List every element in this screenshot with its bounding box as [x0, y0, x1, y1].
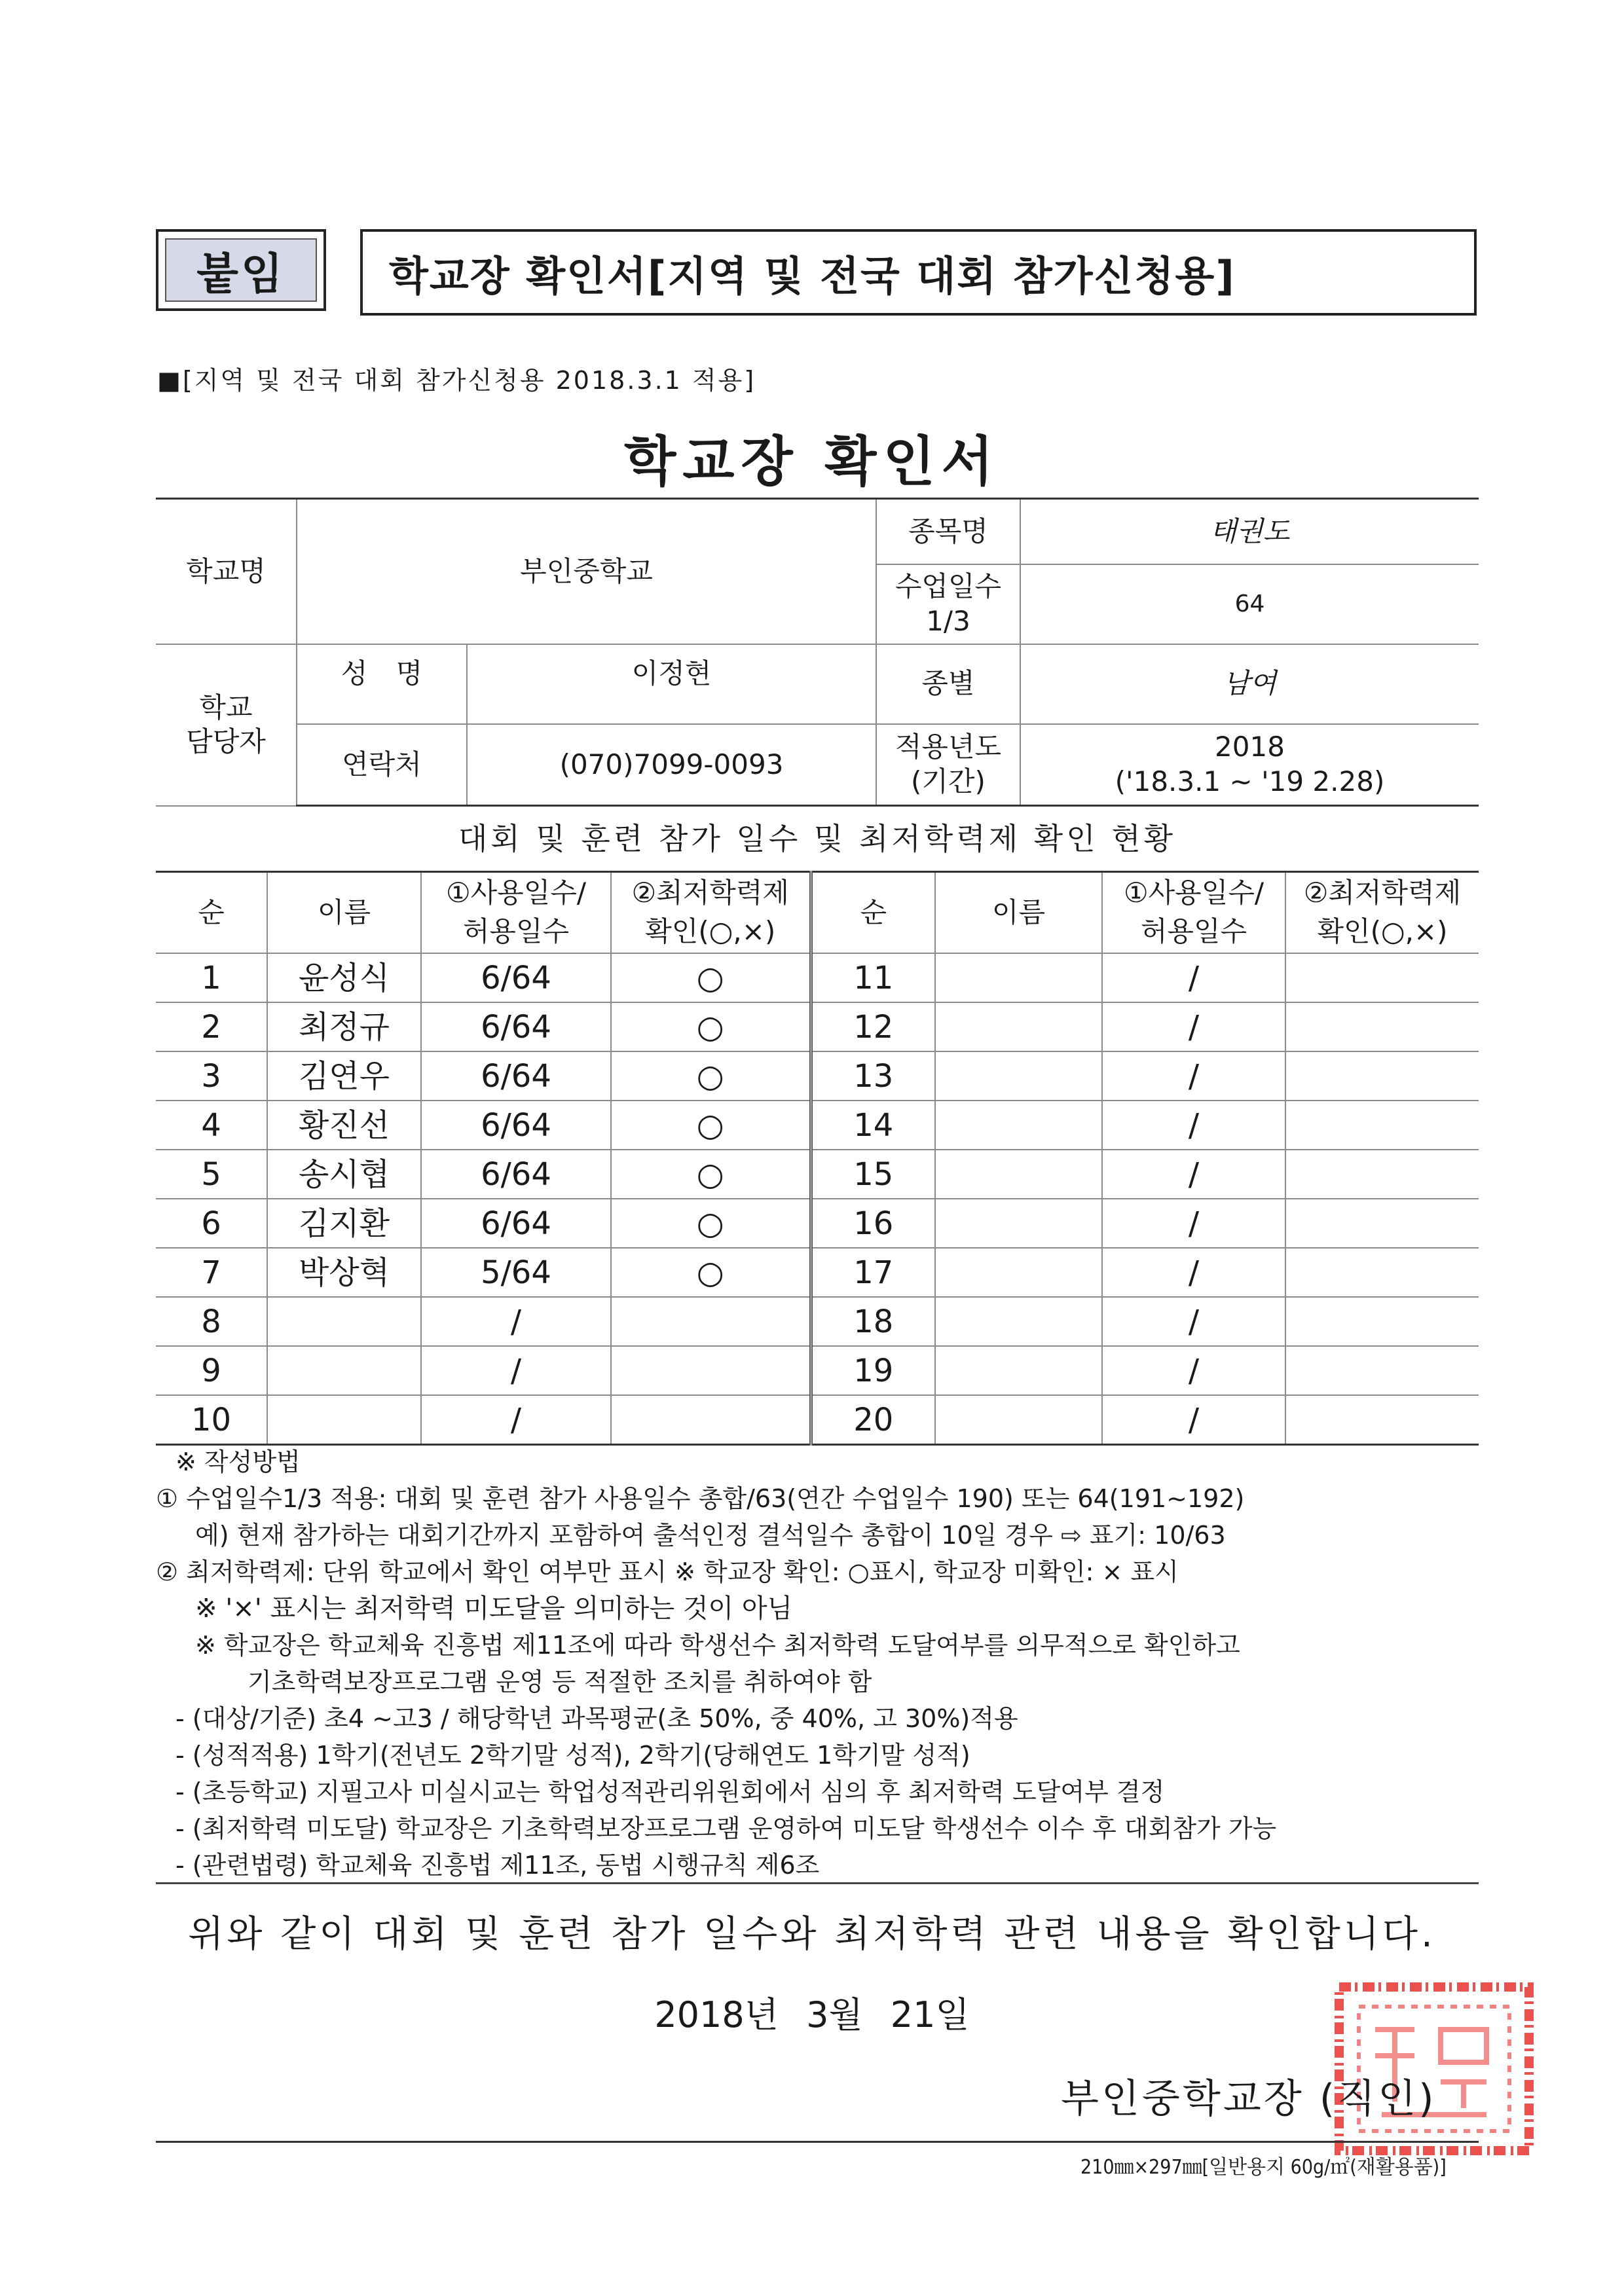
manager-label-line2: 담당자	[186, 725, 266, 757]
header-days-2	[1102, 872, 1285, 954]
row-name: 김연우	[267, 1051, 421, 1101]
confirmation-statement: 위와 같이 대회 및 훈련 참가 일수와 최저학력 관련 내용을 확인합니다.	[188, 1913, 1436, 1956]
row-days: /	[1102, 1297, 1285, 1346]
row-no: 17	[811, 1248, 935, 1297]
footer-divider	[156, 2141, 1479, 2143]
header-check-2-line2: 확인(○,×)	[1317, 915, 1448, 947]
header-days-line2: 허용일수	[462, 915, 570, 947]
row-name	[935, 1101, 1102, 1150]
row-name	[935, 1002, 1102, 1051]
signing-date: 2018년 3월 21일	[654, 1994, 970, 2035]
header-check-2-line1: ②최저학력제	[1303, 877, 1462, 909]
note-item: ※ '×' 표시는 최저학력 미도달을 의미하는 것이 아님	[195, 1594, 793, 1624]
year-value-period: ('18.3.1 ~ '19 2.28)	[1115, 765, 1385, 797]
row-days: /	[1102, 1051, 1285, 1101]
row-check	[1285, 1346, 1479, 1395]
header-check-2	[1285, 872, 1479, 954]
row-name: 김지환	[267, 1199, 421, 1248]
attachment-tag-label: 붙임	[165, 238, 317, 302]
row-no: 11	[811, 953, 935, 1002]
row-check: ○	[611, 1150, 811, 1199]
row-name: 윤성식	[267, 953, 421, 1002]
row-days: /	[1102, 1395, 1285, 1445]
school-days-label-line2: 1/3	[926, 604, 970, 637]
row-days: /	[1102, 1346, 1285, 1395]
row-check: ○	[611, 953, 811, 1002]
event-label: 종목명	[876, 499, 1020, 564]
table-row	[156, 1051, 1479, 1101]
header-days	[421, 872, 611, 954]
principal-signature: 부인중학교장 (직인)	[1061, 2076, 1437, 2122]
row-days: /	[1102, 1248, 1285, 1297]
row-no: 14	[811, 1101, 935, 1150]
row-days: 6/64	[421, 1002, 611, 1051]
row-days: 5/64	[421, 1248, 611, 1297]
header-days-2-line2: 허용일수	[1140, 915, 1247, 947]
row-name: 황진선	[267, 1101, 421, 1150]
manager-label-line1: 학교	[199, 691, 253, 723]
header-check	[611, 872, 811, 954]
row-name	[935, 1248, 1102, 1297]
row-days: /	[1102, 1101, 1285, 1150]
row-name: 최정규	[267, 1002, 421, 1051]
gender-label: 종별	[876, 644, 1020, 724]
row-no: 13	[811, 1051, 935, 1101]
school-name-label: 학교명	[156, 499, 297, 644]
header-days-line1: ①사용일수/	[445, 877, 587, 909]
table-row	[156, 1199, 1479, 1248]
table-row	[156, 953, 1479, 1002]
gender-value: 남여	[1020, 644, 1479, 724]
row-name	[935, 953, 1102, 1002]
note-item: ① 수업일수1/3 적용: 대회 및 훈련 참가 사용일수 총합/63(연간 수업일수 190) 또는 64(191~192)	[156, 1484, 1245, 1513]
row-no: 5	[156, 1150, 267, 1199]
school-days-value: 64	[1020, 564, 1479, 644]
note-item: 예) 현재 참가하는 대회기간까지 포함하여 출석인정 결석일수 총합이 10일 경우 ⇨ 표기: 10/63	[195, 1521, 1226, 1550]
row-check	[1285, 1248, 1479, 1297]
header-check-line1: ②최저학력제	[631, 877, 789, 909]
year-label	[876, 724, 1020, 806]
row-no: 8	[156, 1297, 267, 1346]
row-no: 15	[811, 1150, 935, 1199]
row-name	[935, 1346, 1102, 1395]
row-check	[1285, 1297, 1479, 1346]
note-item: - (성적적용) 1학기(전년도 2학기말 성적), 2학기(당해연도 1학기말 성적)	[175, 1741, 970, 1770]
row-check	[611, 1395, 811, 1445]
row-days: /	[1102, 1150, 1285, 1199]
row-check: ○	[611, 1101, 811, 1150]
row-check	[1285, 1002, 1479, 1051]
contact-label: 연락처	[297, 724, 467, 806]
year-label-line2: (기간)	[911, 765, 986, 797]
row-check	[1285, 1150, 1479, 1199]
school-days-label-line1: 수업일수	[895, 570, 1002, 602]
row-no: 12	[811, 1002, 935, 1051]
header-title: 학교장 확인서[지역 및 전국 대회 참가신청용]	[360, 229, 1477, 316]
row-no: 10	[156, 1395, 267, 1445]
document-title: 학교장 확인서	[624, 431, 1000, 493]
header-check-line2: 확인(○,×)	[645, 915, 776, 947]
row-no: 1	[156, 953, 267, 1002]
row-no: 18	[811, 1297, 935, 1346]
row-no: 20	[811, 1395, 935, 1445]
row-check: ○	[611, 1051, 811, 1101]
school-days-label	[876, 564, 1020, 644]
note-item: - (초등학교) 지필고사 미실시교는 학업성적관리위원회에서 심의 후 최저학력 도달여부 결정	[175, 1777, 1165, 1806]
note-item: - (대상/기준) 초4 ~고3 / 해당학년 과목평균(초 50%, 중 40%, 고 30%)적용	[175, 1704, 1018, 1733]
row-name	[935, 1297, 1102, 1346]
row-name	[267, 1395, 421, 1445]
note-item: - (관련법령) 학교체육 진흥법 제11조, 동법 시행규칙 제6조	[175, 1851, 820, 1880]
row-no: 4	[156, 1101, 267, 1150]
row-name	[935, 1395, 1102, 1445]
row-no: 19	[811, 1346, 935, 1395]
table-row	[156, 1248, 1479, 1297]
school-name-value: 부인중학교	[297, 499, 876, 644]
applicability-note: ■[지역 및 전국 대회 참가신청용 2018.3.1 적용]	[157, 366, 756, 395]
row-name: 박상혁	[267, 1248, 421, 1297]
status-section-title: 대회 및 훈련 참가 일수 및 최저학력제 확인 현황	[458, 821, 1177, 856]
row-days: 6/64	[421, 1150, 611, 1199]
row-days: /	[1102, 1002, 1285, 1051]
row-no: 2	[156, 1002, 267, 1051]
row-name	[267, 1297, 421, 1346]
row-no: 9	[156, 1346, 267, 1395]
year-value	[1020, 724, 1479, 806]
table-row	[156, 1150, 1479, 1199]
row-days: 6/64	[421, 953, 611, 1002]
row-no: 3	[156, 1051, 267, 1101]
row-check	[611, 1346, 811, 1395]
note-item: 기초학력보장프로그램 운영 등 적절한 조치를 취하여야 함	[248, 1667, 872, 1696]
attachment-tag	[156, 229, 326, 311]
row-days: 6/64	[421, 1051, 611, 1101]
table-row	[156, 1297, 1479, 1346]
table-row	[156, 1002, 1479, 1051]
row-no: 6	[156, 1199, 267, 1248]
header-days-2-line1: ①사용일수/	[1123, 877, 1264, 909]
year-value-year: 2018	[1215, 731, 1285, 763]
table-row	[156, 1101, 1479, 1150]
row-days: /	[1102, 953, 1285, 1002]
note-item: - (최저학력 미도달) 학교장은 기초학력보장프로그램 운영하여 미도달 학생선수 이수 후 대회참가 가능	[175, 1814, 1277, 1843]
year-label-line1: 적용년도	[895, 731, 1002, 763]
row-name	[935, 1051, 1102, 1101]
row-days: 6/64	[421, 1101, 611, 1150]
note-item: ※ 학교장은 학교체육 진흥법 제11조에 따라 학생선수 최저학력 도달여부를 의무적으로 확인하고	[195, 1631, 1240, 1660]
row-name	[935, 1150, 1102, 1199]
row-days: /	[421, 1297, 611, 1346]
school-info-table	[156, 498, 1479, 807]
row-check: ○	[611, 1248, 811, 1297]
row-no: 16	[811, 1199, 935, 1248]
participant-table	[156, 871, 1479, 1446]
row-check	[1285, 1101, 1479, 1150]
note-heading: ※ 작성방법	[175, 1448, 301, 1476]
paper-specification: 210㎜×297㎜[일반용지 60g/㎡(재활용품)]	[1080, 2156, 1447, 2179]
manager-label	[156, 644, 297, 806]
row-days: /	[421, 1346, 611, 1395]
header-no-2: 순	[811, 872, 935, 954]
table-row	[156, 1395, 1479, 1445]
manager-name-label: 성 명	[297, 644, 467, 724]
event-value: 태권도	[1020, 499, 1479, 564]
row-name: 송시협	[267, 1150, 421, 1199]
manager-name-value: 이정현	[467, 644, 876, 724]
row-check	[1285, 1199, 1479, 1248]
row-check: ○	[611, 1002, 811, 1051]
note-item: ② 최저학력제: 단위 학교에서 확인 여부만 표시 ※ 학교장 확인: ○표시, 학교장 미확인: × 표시	[156, 1558, 1179, 1586]
contact-value: (070)7099-0093	[467, 724, 876, 806]
row-check: ○	[611, 1199, 811, 1248]
row-name	[267, 1346, 421, 1395]
table-row	[156, 1346, 1479, 1395]
row-no: 7	[156, 1248, 267, 1297]
header-name: 이름	[267, 872, 421, 954]
header-no: 순	[156, 872, 267, 954]
row-check	[1285, 1395, 1479, 1445]
row-check	[1285, 1051, 1479, 1101]
row-days: /	[421, 1395, 611, 1445]
notes-divider	[156, 1882, 1479, 1884]
row-check	[1285, 953, 1479, 1002]
row-days: /	[1102, 1199, 1285, 1248]
row-check	[611, 1297, 811, 1346]
row-days: 6/64	[421, 1199, 611, 1248]
row-name	[935, 1199, 1102, 1248]
writing-guide	[156, 1444, 1485, 1884]
header-name-2: 이름	[935, 872, 1102, 954]
